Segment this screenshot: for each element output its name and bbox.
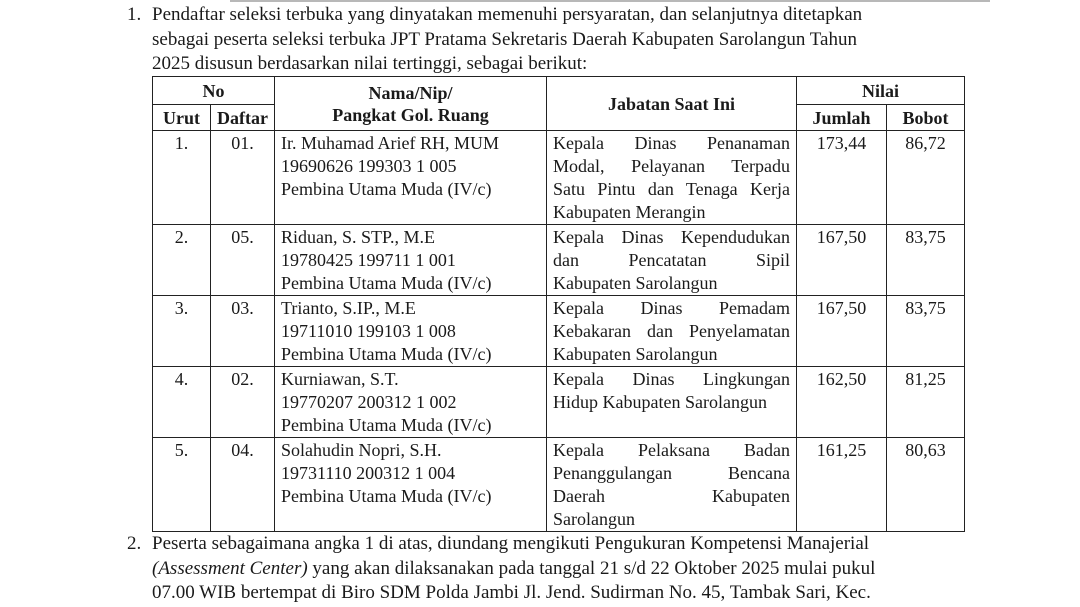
jabatan-line: Kepala Dinas Penanaman	[553, 133, 790, 153]
item-2-number: 2.	[127, 533, 142, 554]
header-nama	[275, 77, 547, 131]
nip-line: 19780425 199711 1 001	[281, 250, 456, 270]
cell-nama	[275, 225, 547, 296]
cell-daftar: 05.	[211, 225, 275, 296]
cell-urut: 1.	[153, 131, 211, 225]
cell-jabatan	[547, 225, 797, 296]
pangkat-line: Pembina Utama Muda (IV/c)	[281, 344, 492, 364]
cell-jumlah: 173,44	[797, 131, 887, 225]
nama-line: Solahudin Nopri, S.H.	[281, 440, 442, 460]
cell-urut: 5.	[153, 438, 211, 532]
header-jumlah: Jumlah	[797, 105, 887, 131]
pangkat-line: Pembina Utama Muda (IV/c)	[281, 273, 492, 293]
cell-daftar: 02.	[211, 367, 275, 438]
table-row	[153, 296, 965, 367]
cell-bobot: 81,25	[887, 367, 965, 438]
jabatan-line: Kepala Dinas Kependudukan	[553, 227, 790, 247]
table-row	[153, 131, 965, 225]
cell-jabatan	[547, 438, 797, 532]
cell-bobot: 80,63	[887, 438, 965, 532]
assessment-center-term: (Assessment Center)	[152, 558, 308, 579]
nip-line: 19770207 200312 1 002	[281, 392, 457, 412]
cell-daftar: 03.	[211, 296, 275, 367]
nama-line: Ir. Muhamad Arief RH, MUM	[281, 133, 499, 153]
cell-jumlah: 161,25	[797, 438, 887, 532]
pangkat-line: Pembina Utama Muda (IV/c)	[281, 415, 492, 435]
header-no: No	[153, 77, 275, 105]
nip-line: 19690626 199303 1 005	[281, 156, 457, 176]
cell-nama	[275, 367, 547, 438]
jabatan-line: Kepala Dinas Lingkungan	[553, 369, 790, 389]
cell-jabatan	[547, 296, 797, 367]
item-1-line-1: Pendaftar seleksi terbuka yang dinyatakan memenuhi persyaratan, dan selanjutnya ditetapkan	[152, 4, 863, 25]
cell-jumlah: 167,50	[797, 225, 887, 296]
jabatan-line: Satu Pintu dan Tenaga Kerja	[553, 179, 790, 199]
jabatan-line: Kepala Dinas Pemadam	[553, 298, 790, 318]
cell-jumlah: 162,50	[797, 367, 887, 438]
nip-line: 19711010 199103 1 008	[281, 321, 456, 341]
item-2-line-1: Peserta sebagaimana angka 1 di atas, diundang mengikuti Pengukuran Kompetensi Manajerial	[152, 533, 870, 554]
item-2-line-2-rest: yang akan dilaksanakan pada tanggal 21 s/d 22 Oktober 2025 mulai pukul	[307, 558, 876, 579]
table-row	[153, 438, 965, 532]
nip-line: 19731110 200312 1 004	[281, 463, 456, 483]
cell-jabatan	[547, 367, 797, 438]
cell-nama	[275, 438, 547, 532]
table-row	[153, 367, 965, 438]
jabatan-line: Modal, Pelayanan Terpadu	[553, 156, 790, 176]
header-bobot: Bobot	[887, 105, 965, 131]
nama-line: Riduan, S. STP., M.E	[281, 227, 436, 247]
pangkat-line: Pembina Utama Muda (IV/c)	[281, 486, 492, 506]
cell-urut: 3.	[153, 296, 211, 367]
jabatan-line: Kabupaten Sarolangun	[553, 344, 718, 364]
header-jabatan: Jabatan Saat Ini	[547, 77, 797, 131]
cell-nama	[275, 296, 547, 367]
pangkat-line: Pembina Utama Muda (IV/c)	[281, 179, 492, 199]
nama-line: Trianto, S.IP., M.E	[281, 298, 416, 318]
jabatan-line: dan Pencatatan Sipil	[553, 250, 790, 270]
jabatan-line: Sarolangun	[553, 509, 635, 529]
cell-jumlah: 167,50	[797, 296, 887, 367]
header-nama-line-2: Pangkat Gol. Ruang	[332, 104, 489, 125]
header-daftar: Daftar	[211, 105, 275, 131]
jabatan-line: Penanggulangan Bencana	[553, 463, 790, 483]
header-nama-line-1: Nama/Nip/	[368, 82, 453, 103]
cell-bobot: 83,75	[887, 225, 965, 296]
nama-line: Kurniawan, S.T.	[281, 369, 399, 389]
item-1-line-2: sebagai peserta seleksi terbuka JPT Pratama Sekretaris Daerah Kabupaten Sarolangun Tahun	[152, 29, 857, 50]
jabatan-line: Kepala Pelaksana Badan	[553, 440, 790, 460]
table-row	[153, 225, 965, 296]
jabatan-line: Kabupaten Merangin	[553, 202, 706, 222]
cell-urut: 4.	[153, 367, 211, 438]
cell-bobot: 86,72	[887, 131, 965, 225]
cell-bobot: 83,75	[887, 296, 965, 367]
cell-nama	[275, 131, 547, 225]
item-2-line-2	[152, 557, 875, 581]
cell-jabatan	[547, 131, 797, 225]
jabatan-line: Hidup Kabupaten Sarolangun	[553, 392, 767, 412]
cell-daftar: 04.	[211, 438, 275, 532]
header-nilai: Nilai	[797, 77, 965, 105]
jabatan-line: Daerah Kabupaten	[553, 486, 790, 506]
cell-daftar: 01.	[211, 131, 275, 225]
item-2-line-3: 07.00 WIB bertempat di Biro SDM Polda Jambi Jl. Jend. Sudirman No. 45, Tambak Sari, Kec.	[152, 582, 871, 603]
jabatan-line: Kebakaran dan Penyelamatan	[553, 321, 790, 341]
item-1-line-3: 2025 disusun berdasarkan nilai tertinggi, sebagai berikut:	[152, 53, 588, 74]
participant-results-table	[152, 76, 965, 532]
header-urut: Urut	[153, 105, 211, 131]
cell-urut: 2.	[153, 225, 211, 296]
item-1-number: 1.	[127, 4, 142, 25]
jabatan-line: Kabupaten Sarolangun	[553, 273, 718, 293]
